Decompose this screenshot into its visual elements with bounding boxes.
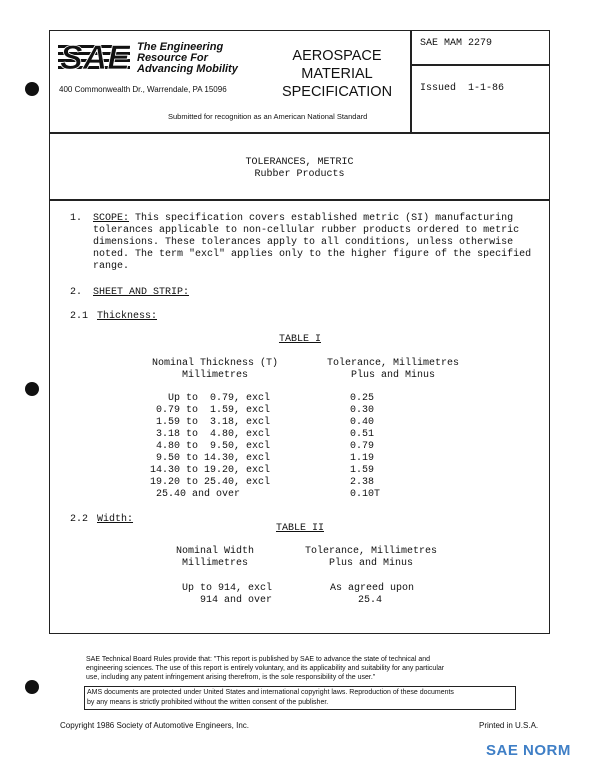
table-row: 9.50 to 14.30, excl 1.19 bbox=[155, 453, 375, 464]
table1-title: TABLE I bbox=[278, 334, 321, 345]
punch-hole-middle bbox=[25, 382, 39, 396]
sae-logo-text: SAE bbox=[60, 39, 130, 73]
scope-line: range. bbox=[93, 261, 130, 272]
tagline-line: Advancing Mobility bbox=[137, 63, 238, 75]
doc-title bbox=[49, 157, 550, 181]
scope-number: 1. bbox=[70, 213, 83, 224]
ams-copyright-notice: AMS documents are protected under United States and international copyright laws. Reproduction of these documents by any means is strictly prohibited without the written consent of the publisher. bbox=[84, 686, 516, 710]
table2-body bbox=[160, 583, 460, 607]
header-column-divider bbox=[410, 30, 412, 133]
issued-date: 1-1-86 bbox=[468, 83, 505, 94]
doc-title-line2: Rubber Products bbox=[254, 169, 345, 180]
table-row: 914 and over 25.4 bbox=[199, 595, 383, 606]
table1-col2-header: Tolerance, Millimetres Plus and Minus bbox=[326, 358, 460, 381]
spec-title-line: AEROSPACE bbox=[292, 48, 382, 64]
section2-number: 2. bbox=[70, 287, 83, 298]
section21-heading: Thickness: bbox=[97, 311, 158, 322]
table2-title: TABLE II bbox=[275, 523, 324, 534]
scope-line: dimensions. These tolerances apply to all conditions, unless otherwise bbox=[93, 237, 514, 248]
table2-col1-header: Nominal Width Millimetres bbox=[175, 546, 254, 569]
spec-title-line: SPECIFICATION bbox=[281, 84, 393, 100]
submitted-note: Submitted for recognition as an American National Standard bbox=[168, 112, 368, 121]
doc-number-divider bbox=[410, 64, 550, 66]
spec-title bbox=[266, 47, 408, 101]
table-row: 3.18 to 4.80, excl 0.51 bbox=[155, 429, 375, 440]
section2-heading: SHEET AND STRIP: bbox=[93, 287, 190, 298]
table-row: 4.80 to 9.50, excl 0.79 bbox=[155, 441, 375, 452]
section22-heading: Width: bbox=[97, 514, 134, 525]
table1-body bbox=[150, 393, 450, 501]
section21-number: 2.1 bbox=[70, 311, 89, 322]
table-row: Up to 0.79, excl 0.25 bbox=[167, 393, 375, 404]
spec-title-line: MATERIAL bbox=[301, 66, 373, 82]
table-row: 14.30 to 19.20, excl 1.59 bbox=[150, 465, 375, 476]
watermark-text: SAE NORM bbox=[486, 742, 571, 759]
tagline-line: Resource For bbox=[137, 52, 208, 64]
scope-label: SCOPE: bbox=[93, 213, 130, 224]
table-row: Up to 914, excl As agreed upon bbox=[181, 583, 415, 594]
table-row: 25.40 and over 0.10T bbox=[156, 489, 381, 500]
tagline-line: The Engineering bbox=[137, 41, 224, 53]
doc-number: SAE MAM 2279 bbox=[420, 38, 493, 49]
scope-line: noted. The term "excl" applies only to the higher figure of the specified bbox=[93, 249, 532, 260]
issued-label: Issued bbox=[420, 83, 457, 94]
watermark bbox=[486, 742, 571, 759]
scope-paragraph bbox=[93, 213, 533, 273]
table-row: 19.20 to 25.40, excl 2.38 bbox=[150, 477, 375, 488]
scope-line: tolerances applicable to non-cellular rubber products ordered to metric bbox=[93, 225, 520, 236]
tagline bbox=[137, 42, 238, 75]
table-row: 1.59 to 3.18, excl 0.40 bbox=[155, 417, 375, 428]
technical-board-rules: SAE Technical Board Rules provide that: "This report is published by SAE to advance the state of technical and engineering sciences. The use of this report is entirely voluntary, and its applicability and suitability for any particular use, including any patent infringement arising therefrom, is the sole responsibility of the user." bbox=[86, 656, 445, 681]
punch-hole-bottom bbox=[25, 680, 39, 694]
section22-number: 2.2 bbox=[70, 514, 89, 525]
punch-hole-top bbox=[25, 82, 39, 96]
sae-logo bbox=[58, 39, 130, 73]
table1-col1-header: Nominal Thickness (T) Millimetres bbox=[151, 358, 279, 381]
table2-col2-header: Tolerance, Millimetres Plus and Minus bbox=[304, 546, 438, 569]
sae-logo-mark bbox=[58, 39, 130, 73]
title-divider bbox=[49, 199, 550, 201]
copyright: Copyright 1986 Society of Automotive Engineers, Inc. bbox=[60, 721, 249, 730]
address: 400 Commonwealth Dr., Warrendale, PA 15096 bbox=[59, 85, 227, 94]
header-divider bbox=[49, 132, 550, 134]
table-row: 0.79 to 1.59, excl 0.30 bbox=[155, 405, 375, 416]
scope-line: SCOPE: This specification covers established metric (SI) manufacturing bbox=[93, 213, 514, 224]
doc-title-line1: TOLERANCES, METRIC bbox=[245, 157, 354, 168]
printed-in: Printed in U.S.A. bbox=[479, 721, 539, 730]
